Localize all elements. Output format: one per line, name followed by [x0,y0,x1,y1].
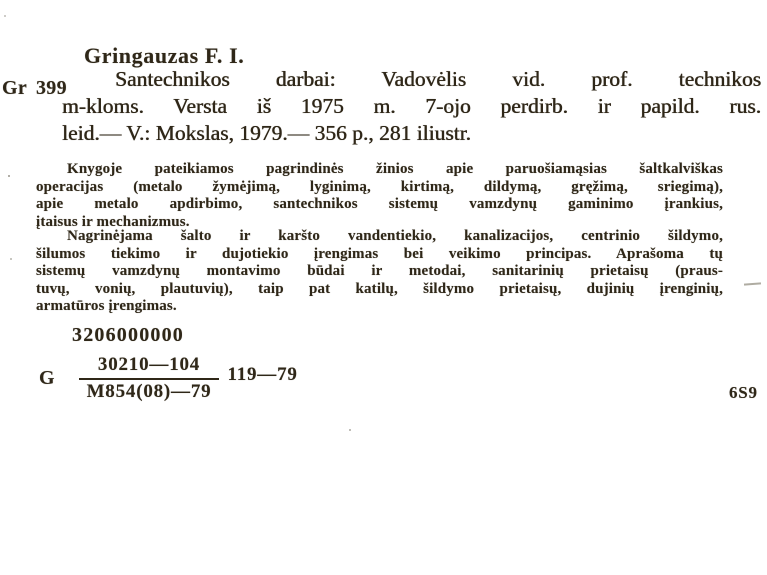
annotation-line: Nagrinėjama šalto ir karšto vandentiekio, kanalizacijos, centrinio šildymo, [67,228,723,244]
classification-suffix: 119—79 [227,363,298,385]
classification-letter: G [39,367,55,389]
annotation-line: apie metalo apdirbimo, santechnikos sistemų vamzdynų gaminimo įrankius, [36,196,723,213]
fraction-denominator: M854(08)—79 [79,378,220,403]
annotation-line: tuvų, vonių, plautuvių), taip pat katilų, šildymo prietaisų, dujinių įrenginių, [36,280,723,297]
paper-specks [8,175,10,177]
classification-formula [39,354,298,403]
title-line: Santechnikos darbai: Vadovėlis vid. prof. technikos [115,67,761,91]
classification-fraction [79,354,220,403]
title-statement [62,66,761,147]
corner-code: 6S9 [729,383,758,402]
annotation-line: operacijas (metalo žymėjimą, lyginimą, kirtimą, dildymą, gręžimą, sriegimą), [36,178,723,195]
author-heading: Gringauzas F. I. [84,43,245,68]
annotation-line: Knygoje pateikiamos pagrindinės žinios apie paruošiamąsias šaltkalviškas [67,161,723,177]
annotation-paragraph-1 [36,161,723,231]
annotation-line: šilumos tiekimo ir dujotiekio įrengimas bei veikimo principas. Aprašoma tų [36,245,723,262]
standard-book-number: 3206000000 [72,324,184,346]
pencil-mark [744,282,761,285]
annotation-paragraph-2 [36,228,723,316]
title-line: m-kloms. Versta iš 1975 m. 7-ojo perdirb. ir papild. rus. [62,94,761,118]
annotation-line: įtaisus ir mechanizmus. [36,213,190,230]
fraction-numerator: 30210—104 [97,354,201,375]
annotation-line: sistemų vamzdynų montavimo būdai ir metodai, sanitarinių prietaisų (praus- [36,263,723,280]
title-line: leid.— V.: Mokslas, 1979.— 356 p., 281 iliustr. [62,121,471,145]
catalog-shelf-code: Gr 399 [2,77,67,99]
annotation-line: armatūros įrengimas. [36,298,177,315]
